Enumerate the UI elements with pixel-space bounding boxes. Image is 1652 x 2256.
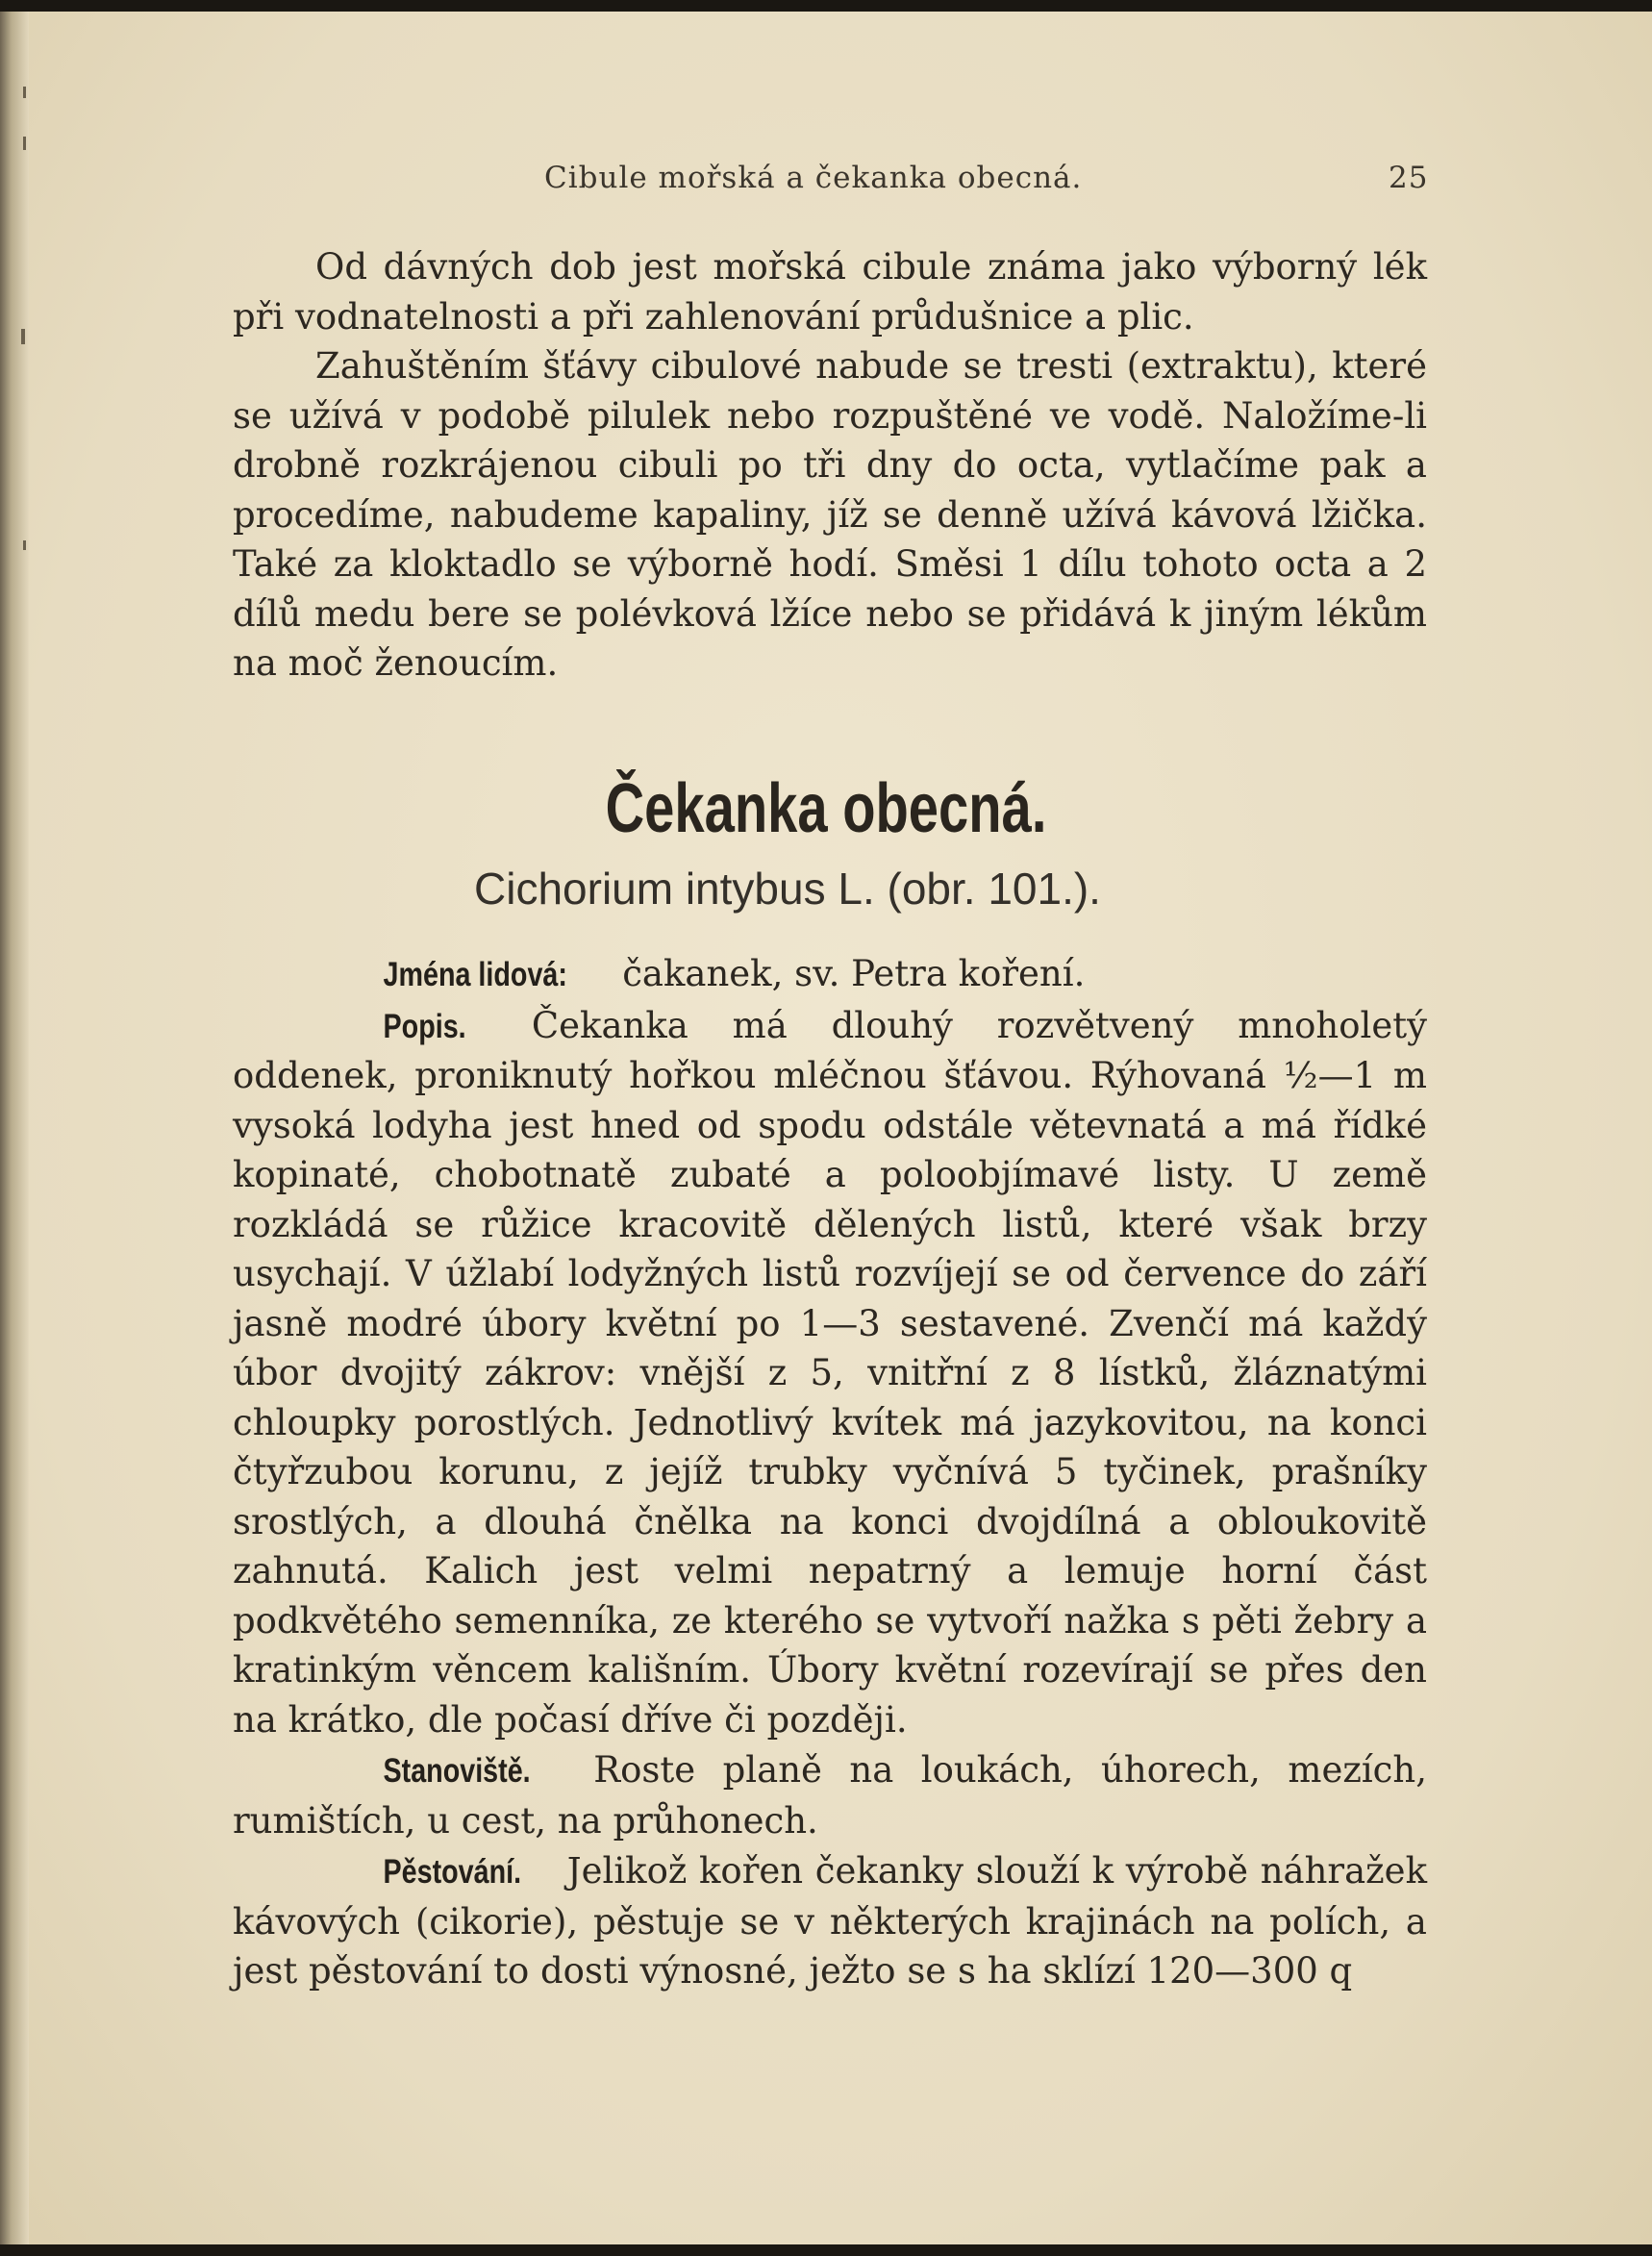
chapter-body (233, 949, 1427, 1997)
section-text: Roste planě na loukách, úhorech, mezích, rumištích, u cest, na průhonech. (233, 1749, 1427, 1842)
section-label: Stanoviště. (383, 1752, 531, 1790)
section-label: Jména lidová: (383, 956, 567, 993)
paragraph: Od dávných dob jest mořská cibule známa jako výborný lék při vodnatelnosti a při zahlenování průdušnice a plic. (233, 246, 1427, 338)
page-spine-shadow (0, 12, 29, 2244)
margin-speck (21, 329, 25, 344)
section-paragraph (233, 1745, 1427, 1845)
page-number: 25 (1389, 161, 1429, 195)
margin-speck (23, 540, 26, 550)
section-text: čakanek, sv. Petra koření. (622, 953, 1086, 994)
chapter-title: Čekanka obecná. (605, 770, 1047, 847)
running-head-title: Cibule mořská a čekanka obecná. (544, 161, 1083, 195)
section-paragraph (233, 949, 1427, 1000)
section-label: Pěstování. (383, 1853, 522, 1891)
margin-speck (23, 87, 26, 98)
paragraph: Zahuštěním šťávy cibulové nabude se tresti (extraktu), které se užívá v podobě pilulek nebo rozpuštěné ve vodě. Naložíme-li drobně rozkrájenou cibuli po tři dny do octa, vytlačíme pak a procedíme, nabudeme kapaliny, jíž se denně užívá kávová lžička. Také za kloktadlo se výborně hodí. Směsi 1 dílu tohoto octa a 2 dílů medu bere se polévková lžíce nebo se přidává k jiným lékům na moč ženoucím. (233, 345, 1427, 684)
section-text: Čekanka má dlouhý rozvětvený mnoholetý oddenek, proniknutý hořkou mléčnou šťávou. Rýhovaná ½—1 m vysoká lodyha jest hned od spodu odstále větevnatá a má řídké kopinaté, chobotnatě zubaté a poloobjímavé listy. U země rozkládá se růžice kracovitě dělených listů, které však brzy usychají. V úžlabí lodyžných listů rozvíjejí se od července do září jasně modré úbory květní po 1—3 sestavené. Zvenčí má každý úbor dvojitý zákrov: vnější z 5, vnitřní z 8 lístků, žláznatými chloupky porostlých. Jednotlivý kvítek má jazykovitou, na konci čtyřzubou korunu, z jejíž trubky vyčnívá 5 tyčinek, prašníky srostlých, a dlouhá čnělka na konci dvojdílná a obloukovitě zahnutá. Kalich jest velmi nepatrný a lemuje horní část podkvětého semenníka, ze kterého se vytvoří nažka s pěti žebry a kratinkým věncem kališním. Úbory květní rozevírají se přes den na krátko, dle počasí dříve či později. (233, 1004, 1428, 1741)
section-paragraph (233, 1001, 1427, 1745)
latin-name: Cichorium intybus L. (obr. 101.). (474, 864, 1101, 914)
section-label: Popis. (383, 1007, 466, 1045)
section-text: Jelikož kořen čekanky slouží k výrobě náhražek kávových (cikorie), pěstuje se v některých krajinách na polích, a jest pěstování to dosti výnosné, ježto se s ha sklízí 120—300 q (233, 1850, 1427, 1992)
margin-speck (23, 137, 26, 150)
previous-section-text (233, 242, 1427, 689)
section-paragraph (233, 1846, 1427, 1996)
book-page (0, 12, 1652, 2244)
